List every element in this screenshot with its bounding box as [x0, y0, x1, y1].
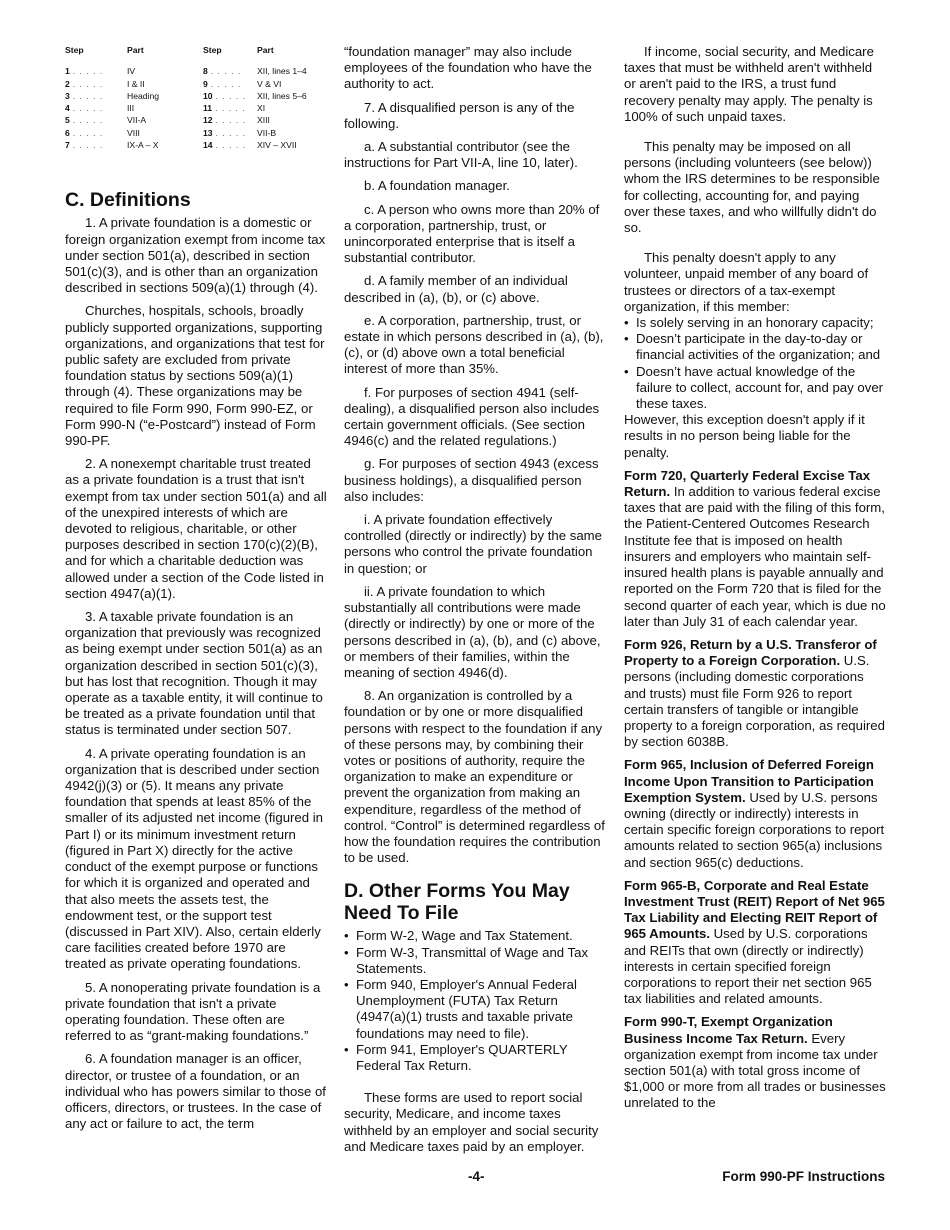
part-value-cell: [257, 102, 327, 114]
form-965b-title: Form 965-B, Corporate and Real Estate Investment Trust (REIT) Report of Net 965 Tax Liability and Electing REIT Report of 965 Amounts.: [624, 877, 885, 942]
part-value: V & VI: [257, 78, 282, 89]
section-d-paragraph: If income, social security, and Medicare taxes that must be withheld aren't withheld or aren't paid to the IRS, a trust fund recovery penalty may apply. The penalty is 100% of such unpaid taxes.: [624, 44, 874, 124]
step-number: 8: [203, 66, 208, 77]
column-2: [344, 44, 606, 1162]
step-number: 10: [203, 90, 213, 101]
page-number: -4-: [468, 1169, 485, 1184]
leader-dots: . . . . .: [215, 140, 247, 151]
leader-dots: . . . . .: [72, 66, 104, 77]
definition-item: c. A person who owns more than 20% of a corporation, partnership, trust, or unincorporated enterprise that is itself a substantial contributor.: [344, 201, 600, 266]
part-value: XII, lines 5–6: [257, 90, 307, 101]
part-value: XIV – XVII: [257, 140, 297, 151]
form-990t-text: Every organization exempt from income tax under section 501(a) with total gross income of $1,000 or more from all trades or businesses unrelated to the: [624, 1030, 886, 1111]
step-number: 4: [65, 103, 70, 114]
form-name-footer: Form 990-PF Instructions: [722, 1169, 885, 1184]
definition-item: b. A foundation manager.: [364, 178, 510, 194]
step-number-cell: [203, 114, 257, 126]
form-926-entry: [624, 637, 886, 750]
table-row: [65, 102, 327, 114]
step-number: 1: [65, 66, 70, 77]
part-value-cell: [127, 90, 203, 102]
part-value: III: [127, 103, 135, 114]
step-number: 5: [65, 115, 70, 126]
leader-dots: . . . . .: [215, 115, 247, 126]
part-value: XIII: [257, 115, 270, 126]
part-value-cell: [257, 127, 327, 139]
form-965b-entry: [624, 878, 886, 1008]
step-number-cell: [65, 127, 127, 139]
part-value-cell: [127, 139, 203, 151]
step-number-cell: [203, 127, 257, 139]
header-step: Step: [65, 45, 84, 55]
definition-paragraph: 4. A private operating foundation is an organization that is described under section 4942(j)(3) or (5). It means any private foundation that spends at least 85% of the smaller of its adjusted net income (figured in Part I) or its minimum investment return (figured in Part X) directly for the active conduct of the exempt purpose or functions for which it is organized and operated and that also meets the assets test, the endowment test, or the support test (discussed in Part XIV). Also, certain elderly care facilities created before 1970 are treated as private operating foundations.: [65, 745, 324, 972]
form-720-text: In addition to various federal excise taxes that are paid with the filing of this form, the Patient-Centered Outcomes Research Institute fee that is imposed on health insurers and employers who maintain self-insured health plans is payable annually and reported on the Form 720 that is filed for the second quarter of each year, which is due no later than July 31 of each calendar year.: [624, 484, 886, 629]
form-965-text: Used by U.S. persons owning (directly or indirectly) interests in certain specific foreign corporations to report amounts related to section 965(a) inclusions and section 965(c) deductions.: [624, 789, 885, 870]
part-value-cell: [127, 102, 203, 114]
part-value: VIII: [127, 127, 140, 138]
part-value-cell: [127, 78, 203, 90]
section-d-paragraph: This penalty may be imposed on all persons (including volunteers (see below)) whom the IRS determines to be responsible for collecting, accounting for, and paying over these taxes, and who willfully didn't do so.: [624, 139, 880, 236]
form-965b-text: Used by U.S. corporations and REITs that own (directly or indirectly) interests in certain specified foreign corporations to report their net section 965 tax liabilities and related amounts.: [624, 926, 872, 1007]
exception-bullet: • Doesn’t participate in the day-to-day or financial activities of the organization; and: [624, 331, 886, 363]
step-number: 14: [203, 140, 213, 151]
column-3: [624, 44, 886, 1119]
leader-dots: . . . . .: [215, 127, 247, 138]
leader-dots: . . . . .: [215, 90, 247, 101]
step-number-cell: [203, 102, 257, 114]
part-value-cell: [257, 78, 327, 90]
table-header-row: [65, 44, 327, 65]
definition-paragraph: 1. A private foundation is a domestic or foreign organization exempt from income tax under section 501(a), described in section 501(c)(3), and is other than an organization described in sections 509(a)(1) through (4).: [65, 215, 326, 296]
definition-paragraph: 8. An organization is controlled by a foundation or by one or more disqualified persons with respect to the foundation if any of these persons may, by combining their votes or positions of authority, require the organization to make an expenditure or prevent the organization from making an expenditure, regardless of the method of control. “Control” is determined regardless of how the foundation requires the contribution to be used.: [344, 688, 605, 866]
leader-dots: . . . . .: [210, 78, 242, 89]
part-value-cell: [257, 139, 327, 151]
step-number-cell: [65, 78, 127, 90]
definition-paragraph: 7. A disqualified person is any of the following.: [344, 99, 575, 131]
section-d-heading: D. Other Forms You May Need To File: [344, 880, 570, 925]
definition-paragraph: 2. A nonexempt charitable trust treated as a private foundation is a trust that isn't exempt from tax under section 501(a) and all of the unexpired interests of which are devoted to religious, charitable, or other purposes described in section 170(c)(2)(B), and for which a charitable deduction was allowed under a section of the Code listed in section 4947(a)(1).: [65, 456, 327, 601]
form-926-title: Form 926, Return by a U.S. Transferor of Property to a Foreign Corporation.: [624, 636, 877, 669]
form-bullet: • Form W-2, Wage and Tax Statement.: [344, 928, 606, 944]
leader-dots: . . . . .: [72, 90, 104, 101]
step-number-cell: [65, 65, 127, 77]
header-step: Step: [203, 45, 222, 55]
table-row: [65, 139, 327, 151]
table-row: [65, 90, 327, 102]
form-965-entry: [624, 757, 886, 870]
section-d-paragraph: These forms are used to report social security, Medicare, and income taxes withheld by an employer and social security and Medicare taxes paid by an employer.: [344, 1090, 599, 1154]
step-number: 2: [65, 78, 70, 89]
part-value-cell: [257, 65, 327, 77]
leader-dots: . . . . .: [72, 103, 104, 114]
step-number: 11: [203, 103, 213, 114]
form-720-title: Form 720, Quarterly Federal Excise Tax Return.: [624, 467, 871, 500]
definition-item: g. For purposes of section 4943 (excess business holdings), a disqualified person also includes:: [344, 456, 599, 504]
definition-paragraph: 5. A nonoperating private foundation is a private foundation that isn't a private operating foundation. These often are referred to as “grant-making foundations.”: [65, 979, 321, 1044]
leader-dots: . . . . .: [72, 78, 104, 89]
part-value: XI: [257, 103, 266, 114]
form-bullet: • Form 940, Employer's Annual Federal Unemployment (FUTA) Tax Return (4947(a)(1) trusts and taxable private foundations may need to file).: [344, 977, 606, 1042]
part-value-cell: [127, 114, 203, 126]
definition-paragraph: Churches, hospitals, schools, broadly publicly supported organizations, supporting organizations, and organizations that test for public safety are excluded from private foundation status by sections 509(a)(1) through (4). These organizations may be required to file Form 990, Form 990-EZ, or Form 990-N (“e-Postcard”) instead of Form 990-PF.: [65, 303, 325, 449]
table-row: [65, 78, 327, 90]
form-990t-title: Form 990-T, Exempt Organization Business Income Tax Return.: [624, 1014, 833, 1046]
part-value: IV: [127, 66, 136, 77]
part-value-cell: [257, 90, 327, 102]
step-number-cell: [65, 114, 127, 126]
exception-bullet: • Doesn’t have actual knowledge of the failure to collect, account for, and pay over these taxes.: [624, 364, 886, 413]
definition-subitem: i. A private foundation effectively controlled (directly or indirectly) by the same persons who control the private foundation in question; or: [344, 512, 602, 576]
part-value-cell: [257, 114, 327, 126]
definition-item: e. A corporation, partnership, trust, or estate in which persons described in (a), (b), (c), or (d) above own a total beneficial interest of more than 35%.: [344, 312, 604, 377]
step-number-cell: [203, 78, 257, 90]
step-number: 7: [65, 140, 70, 151]
step-number: 13: [203, 127, 213, 138]
part-value: I & II: [127, 78, 145, 89]
part-value: IX-A – X: [127, 140, 159, 151]
leader-dots: . . . . .: [72, 115, 104, 126]
definition-subitem: ii. A private foundation to which substantially all contributions were made (directly or indirectly) by one or more of the persons described in (a), (b), and (c) above, or members of their families, within the meaning of section 4946(d).: [344, 583, 601, 680]
step-number-cell: [203, 139, 257, 151]
table-row: [65, 114, 327, 126]
column-1: [65, 44, 327, 1139]
form-bullet: • Form 941, Employer's QUARTERLY Federal Tax Return.: [344, 1042, 606, 1074]
step-number: 3: [65, 90, 70, 101]
part-value: XII, lines 1–4: [257, 66, 307, 77]
section-d-paragraph: This penalty doesn't apply to any volunteer, unpaid member of any board of trustees or directors of a tax-exempt organization, if this member:: [624, 250, 869, 314]
leader-dots: . . . . .: [72, 127, 104, 138]
header-part: Part: [127, 45, 144, 55]
step-number-cell: [203, 90, 257, 102]
step-part-table: [65, 44, 327, 151]
definition-item: d. A family member of an individual described in (a), (b), or (c) above.: [344, 273, 568, 305]
leader-dots: . . . . .: [215, 103, 246, 114]
table-row: [65, 127, 327, 139]
exception-bullet: • Is solely serving in an honorary capacity;: [624, 315, 886, 331]
form-965-title: Form 965, Inclusion of Deferred Foreign Income Upon Transition to Participation Exemption System.: [624, 757, 874, 805]
definition-item: a. A substantial contributor (see the instructions for Part VII-A, line 10, later).: [344, 139, 578, 171]
form-990t-entry: [624, 1014, 886, 1111]
form-bullet: • Form W-3, Transmittal of Wage and Tax Statements.: [344, 945, 606, 977]
leader-dots: . . . . .: [72, 140, 104, 151]
form-926-text: U.S. persons (including domestic corporations and trusts) must file Form 926 to report certain transfers of tangible or intangible property to a foreign corporation, as required by section 6038B.: [624, 653, 885, 750]
table-body: [65, 65, 327, 151]
definition-item: f. For purposes of section 4941 (self-dealing), a disqualified person also includes certain government officials. (See section 4946(c) and the related regulations.): [344, 384, 600, 449]
section-c-heading: C. Definitions: [65, 189, 191, 212]
table-row: [65, 65, 327, 77]
step-number: 9: [203, 78, 208, 89]
part-value-cell: [127, 127, 203, 139]
definition-paragraph: 6. A foundation manager is an officer, director, or trustee of a foundation, or an individual who has powers similar to those of officers, directors, or trustees. In the case of any act or failure to act, the term: [65, 1051, 326, 1132]
step-number-cell: [65, 90, 127, 102]
step-number-cell: [65, 139, 127, 151]
leader-dots: . . . . .: [210, 66, 242, 77]
part-value: VII-B: [257, 127, 277, 138]
part-value: Heading: [127, 90, 160, 101]
part-value: VII-A: [127, 115, 147, 126]
step-number-cell: [203, 65, 257, 77]
step-number-cell: [65, 102, 127, 114]
form-720-entry: [624, 468, 886, 630]
step-number: 12: [203, 115, 213, 126]
header-part: Part: [257, 45, 274, 55]
part-value-cell: [127, 65, 203, 77]
definition-paragraph: “foundation manager” may also include employees of the foundation who have the authority to act.: [344, 44, 592, 92]
section-d-paragraph: However, this exception doesn't apply if it results in no person being liable for the penalty.: [624, 412, 865, 460]
definition-paragraph: 3. A taxable private foundation is an organization that previously was recognized as being exempt under section 501(a) as an organization described in section 501(c)(3), but has lost that recognition. Though it may operate as a taxable entity, it will continue to be treated as a private foundation until that status is terminated under section 507.: [65, 609, 323, 738]
step-number: 6: [65, 127, 70, 138]
